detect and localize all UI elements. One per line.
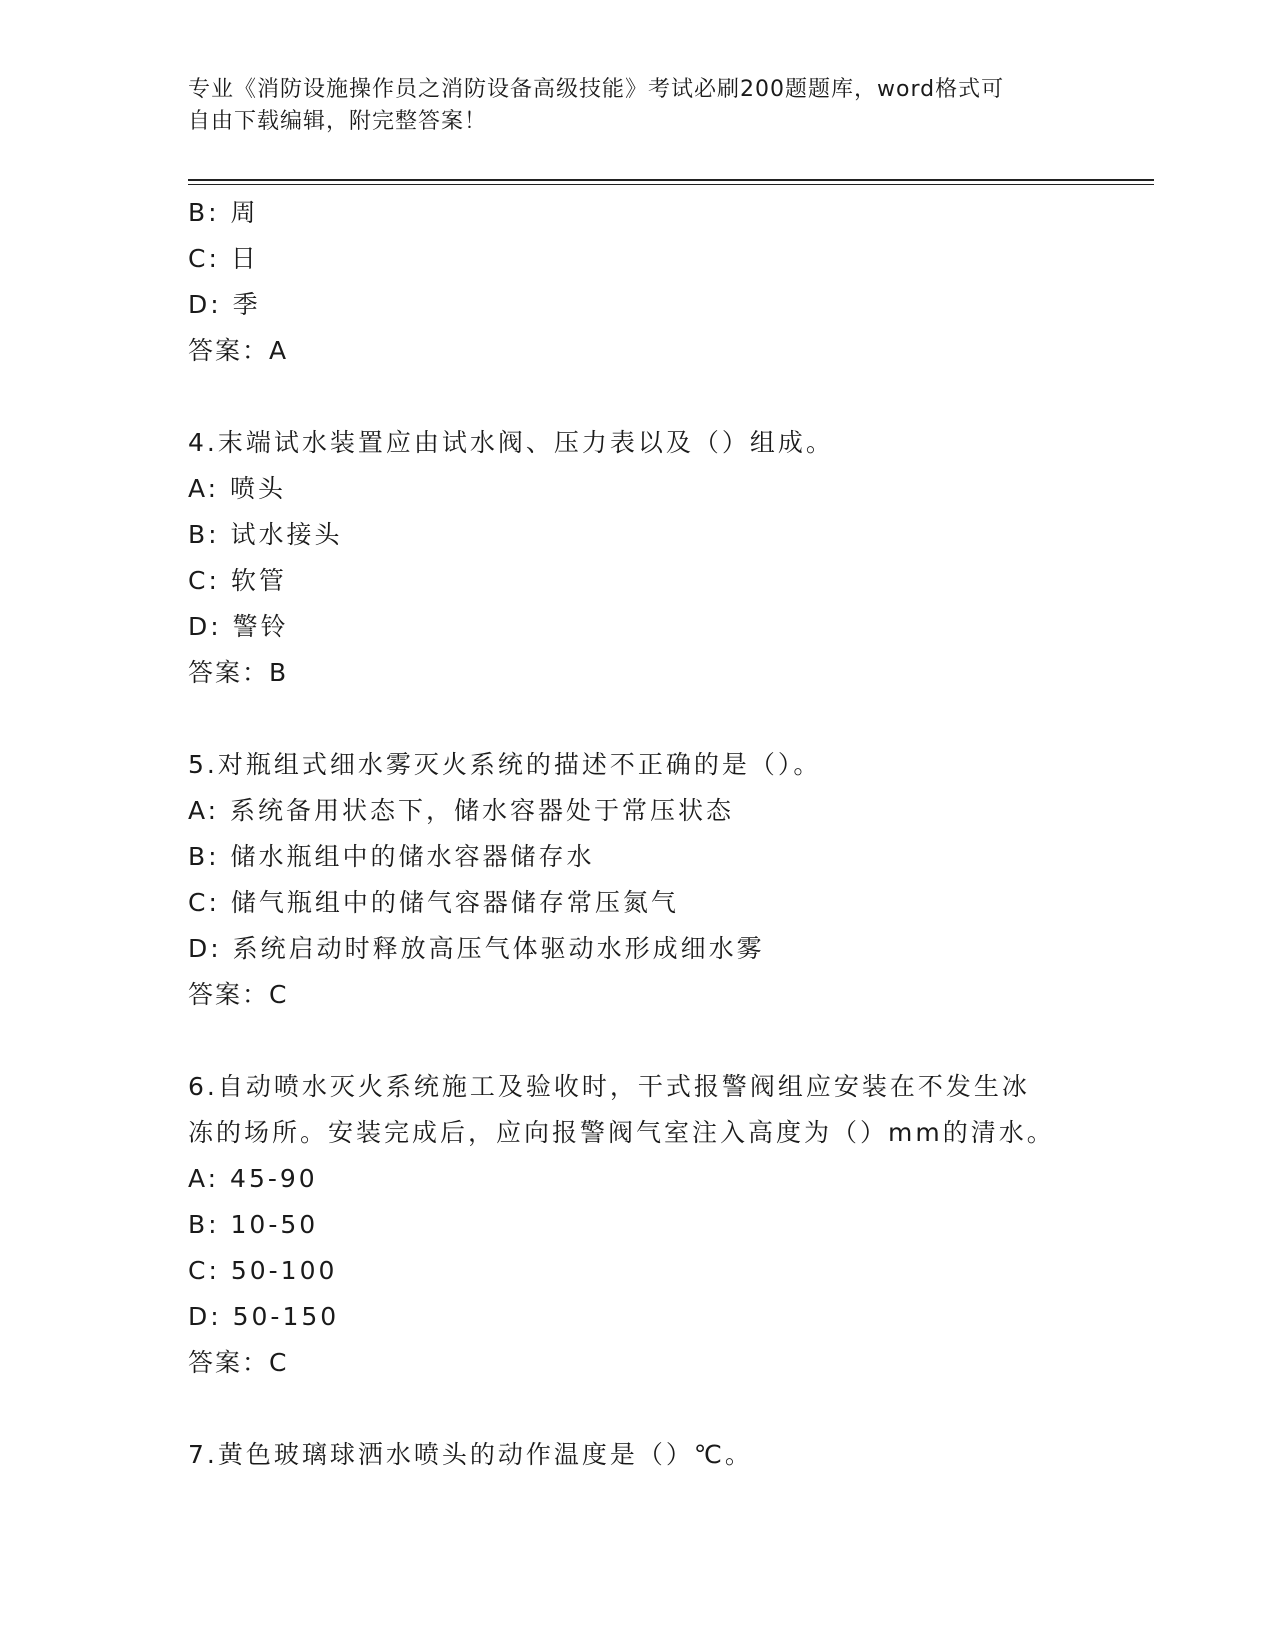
header-divider-thin	[188, 184, 1154, 185]
option-b: B: 10-50	[188, 1210, 319, 1239]
question-text: 4.末端试水装置应由试水阀、压力表以及（）组成。	[188, 428, 834, 457]
question-text-line-2: 冻的场所。安装完成后，应向报警阀气室注入高度为（）mm的清水。	[188, 1118, 1055, 1147]
option-c: C: 日	[188, 244, 259, 273]
question-7-block	[188, 1432, 1148, 1478]
answer-text: 答案：B	[188, 658, 289, 687]
spacer	[188, 696, 1148, 742]
option-a: A: 系统备用状态下，储水容器处于常压状态	[188, 796, 735, 825]
spacer	[188, 374, 1148, 420]
option-c: C: 软管	[188, 566, 287, 595]
answer-text: 答案：C	[188, 980, 289, 1009]
option-a: A: 45-90	[188, 1164, 318, 1193]
option-c: C: 储气瓶组中的储气容器储存常压氮气	[188, 888, 679, 917]
question-6-block	[188, 1064, 1148, 1386]
spacer	[188, 1018, 1148, 1064]
option-b: B: 试水接头	[188, 520, 343, 549]
question-5-block	[188, 742, 1148, 1018]
option-d: D: 系统启动时释放高压气体驱动水形成细水雾	[188, 934, 765, 963]
question-text: 5.对瓶组式细水雾灭火系统的描述不正确的是（）。	[188, 750, 822, 779]
document-header	[188, 74, 1088, 138]
answer-text: 答案：C	[188, 1348, 289, 1377]
header-title-line-2: 自由下载编辑，附完整答案！	[188, 109, 488, 134]
option-d: D: 季	[188, 290, 261, 319]
question-list	[188, 190, 1148, 1478]
option-c: C: 50-100	[188, 1256, 338, 1285]
question-text-line-1: 6.自动喷水灭火系统施工及验收时，干式报警阀组应安装在不发生冰	[188, 1072, 1030, 1101]
question-3-block	[188, 190, 1148, 374]
option-d: D: 警铃	[188, 612, 289, 641]
option-d: D: 50-150	[188, 1302, 340, 1331]
spacer	[188, 1386, 1148, 1432]
question-text: 7.黄色玻璃球洒水喷头的动作温度是（）℃。	[188, 1440, 753, 1469]
answer-text: 答案：A	[188, 336, 289, 365]
option-b: B: 周	[188, 198, 259, 227]
option-b: B: 储水瓶组中的储水容器储存水	[188, 842, 595, 871]
option-a: A: 喷头	[188, 474, 287, 503]
header-title-line-1: 专业《消防设施操作员之消防设备高级技能》考试必刷200题题库，word格式可	[188, 77, 1005, 102]
header-divider-thick	[188, 179, 1154, 181]
question-4-block	[188, 420, 1148, 696]
